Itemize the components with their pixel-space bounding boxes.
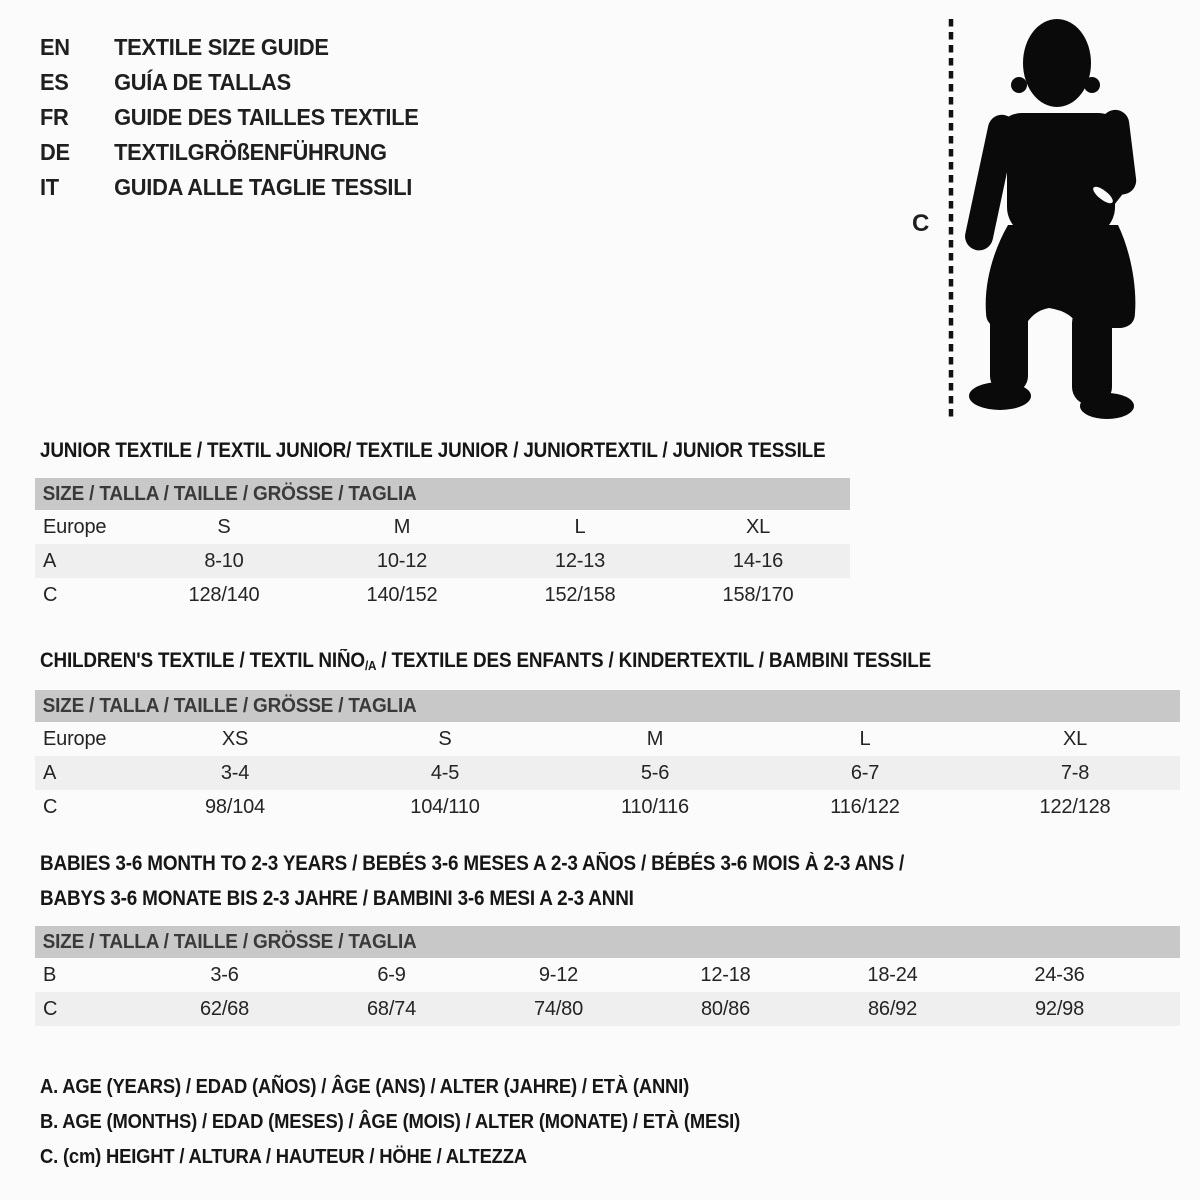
table-cell: 5-6 [640,761,670,784]
lang-title: GUIDA ALLE TAGLIE TESSILI [114,174,413,200]
table-cell: 74/80 [533,997,584,1020]
babies-section-title [40,846,904,916]
size-header-text: SIZE / TALLA / TAILLE / GRÖSSE / TAGLIA [42,694,417,717]
table-cell: 12-18 [700,963,751,986]
table-cell: 92/98 [1034,997,1085,1020]
table-cell: 6-7 [850,761,880,784]
size-header-bar [35,690,1180,722]
lang-row-fr [40,100,419,135]
table-cell: 116/122 [830,795,900,818]
table-cell: 152/158 [544,583,616,606]
table-cell: 7-8 [1060,761,1090,784]
table-cell: 14-16 [732,549,784,572]
table-cell: S [438,727,452,750]
table-cell: 4-5 [430,761,460,784]
lang-code: ES [40,69,69,95]
row-label: Europe [43,515,107,538]
row-label: C [43,997,58,1020]
lang-title: GUÍA DE TALLAS [114,69,291,95]
lang-row-es [40,65,419,100]
silhouette-left-foot [969,382,1031,410]
size-header-text: SIZE / TALLA / TAILLE / GRÖSSE / TAGLIA [42,930,417,953]
children-size-table [35,690,1180,824]
table-cell: 24-36 [1034,963,1085,986]
size-header-text: SIZE / TALLA / TAILLE / GRÖSSE / TAGLIA [42,482,417,505]
row-label: C [43,583,58,606]
height-measure-label: C [912,210,930,237]
table-cell: 3-6 [210,963,239,986]
table-row [35,544,850,578]
junior-size-table [35,478,850,612]
table-cell: 98/104 [205,795,265,818]
table-cell: M [646,727,664,750]
lang-title: TEXTILGRÖßENFÜHRUNG [114,139,387,165]
silhouette-ear-right [1084,77,1100,93]
lang-code: IT [40,174,59,200]
lang-code: EN [40,34,70,60]
silhouette-right-foot [1080,393,1134,419]
junior-section-title: JUNIOR TEXTILE / TEXTIL JUNIOR/ TEXTILE JUNIOR / JUNIORTEXTIL / JUNIOR TESSILE [40,439,826,462]
table-cell: 62/68 [199,997,250,1020]
babies-title-line2: BABYS 3-6 MONATE BIS 2-3 JAHRE / BAMBINI 3-6 MESI A 2-3 ANNI [40,887,634,910]
row-label: Europe [43,727,107,750]
table-row [35,958,1180,992]
table-cell: 12-13 [554,549,606,572]
table-cell: XL [1062,727,1088,750]
silhouette-right-leg [1072,305,1112,405]
table-cell: 158/170 [722,583,794,606]
table-cell: L [859,727,871,750]
silhouette-head [1023,19,1091,107]
row-label: A [43,761,57,784]
silhouette-ear-left [1011,77,1027,93]
table-cell: 9-12 [538,963,579,986]
table-cell: 6-9 [377,963,406,986]
children-title-sub: /A [364,657,377,673]
table-cell: 18-24 [867,963,918,986]
table-cell: 68/74 [366,997,417,1020]
table-cell: 122/128 [1039,795,1111,818]
footnotes [40,1070,801,1175]
table-cell: M [393,515,411,538]
row-label: C [43,795,58,818]
baby-silhouette [962,19,1137,419]
table-row [35,756,1180,790]
babies-title-line1: BABIES 3-6 MONTH TO 2-3 YEARS / BEBÉS 3-6 MESES A 2-3 AÑOS / BÉBÉS 3-6 MOIS À 2-3 ANS / [40,852,905,875]
table-cell: 104/110 [410,795,480,818]
table-cell: XL [745,515,771,538]
table-cell: 86/92 [867,997,918,1020]
table-cell: 80/86 [700,997,751,1020]
row-label: A [43,549,57,572]
lang-row-it [40,170,419,205]
table-cell: 10-12 [376,549,428,572]
table-cell: 8-10 [204,549,244,572]
lang-row-en [40,30,419,65]
silhouette-right-hand [1079,209,1101,231]
row-label: B [43,963,57,986]
lang-title: TEXTILE SIZE GUIDE [114,34,329,60]
table-cell: 128/140 [188,583,260,606]
children-section-title [40,643,931,683]
table-cell: L [574,515,586,538]
lang-code: FR [40,104,69,130]
table-row [35,578,850,612]
lang-code: DE [40,139,70,165]
children-title-part1: CHILDREN'S TEXTILE / TEXTIL NIÑO [40,649,365,672]
table-cell: XS [221,727,249,750]
baby-figure [940,15,1140,425]
table-row [35,992,1180,1026]
table-cell: 140/152 [366,583,438,606]
size-header-bar [35,926,1180,958]
table-row [35,722,1180,756]
table-cell: 110/116 [621,795,689,818]
lang-title: GUIDE DES TAILLES TEXTILE [114,104,419,130]
size-header-bar [35,478,850,510]
table-cell: 3-4 [220,761,250,784]
table-cell: S [217,515,231,538]
language-legend [40,30,439,205]
lang-row-de [40,135,419,170]
children-title-part2: / TEXTILE DES ENFANTS / KINDERTEXTIL / BAMBINI TESSILE [376,649,932,672]
footnote-a: A. AGE (YEARS) / EDAD (AÑOS) / ÂGE (ANS) / ALTER (JAHRE) / ETÀ (ANNI) [40,1076,690,1098]
silhouette-left-leg [990,305,1028,393]
table-row [35,510,850,544]
footnote-c: C. (cm) HEIGHT / ALTURA / HAUTEUR / HÖHE / ALTEZZA [40,1146,527,1168]
babies-size-table [35,926,1180,1026]
table-row [35,790,1180,824]
footnote-b: B. AGE (MONTHS) / EDAD (MESES) / ÂGE (MOIS) / ALTER (MONATE) / ETÀ (MESI) [40,1111,741,1133]
